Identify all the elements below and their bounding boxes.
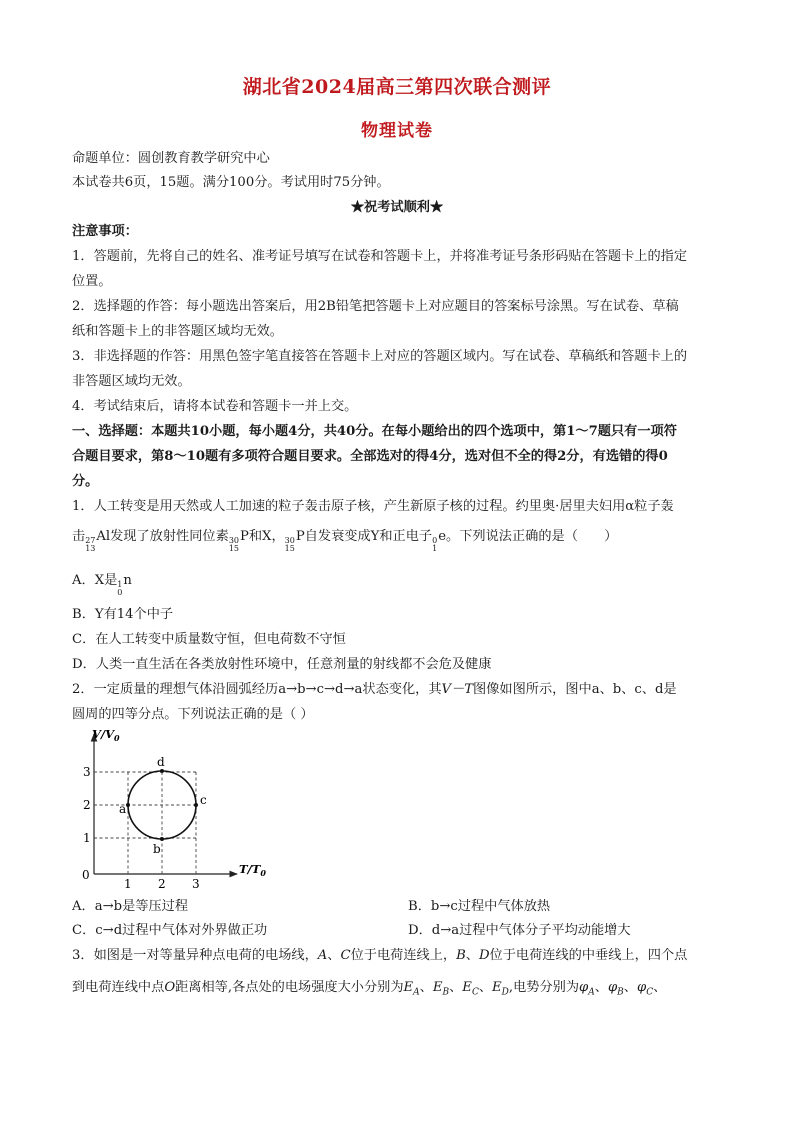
dun-3: 、 (478, 980, 493, 995)
section-1-line-1: 一、选择题：本题共10小题，每小题4分，共40分。在每小题给出的四个选项中，第1～7题只有一项符 (72, 424, 677, 439)
nuclide-p-2 (284, 529, 296, 553)
n-symbol: n (123, 573, 132, 588)
potential-a: φ (579, 980, 589, 995)
exam-info-line: 本试卷共6页，15题。满分100分。考试用时75分钟。 (72, 175, 390, 190)
q1-text-d: P自发衰变成Y和正电子 (295, 529, 433, 544)
section-1-line-3: 分。 (72, 474, 99, 489)
q2-option-a: A．a→b是等压过程 (72, 899, 189, 914)
n-mass-number: 1 (117, 580, 123, 589)
x-axis-label-sub: 0 (260, 868, 266, 878)
author-line: 命题单位：圆创教育教学研究中心 (72, 151, 270, 166)
notice-item-2-line-1: 2．选择题的作答：每小题选出答案后，用2B铅笔把答题卡上对应题目的答案标号涂黑。写在试卷、草稿 (72, 299, 679, 314)
q3-sep-2: 、 (465, 948, 479, 963)
q2-option-b: B．b→c过程中气体放热 (408, 899, 551, 914)
dun-1: 、 (419, 980, 433, 995)
section-1-line-2: 合题目要求，第8～10题有多项符合题目要求。全部选对的得4分，选对但不全的得2分，有选错的得0 (72, 449, 668, 464)
y-tick-3: 3 (83, 765, 91, 779)
al-mass-number: 27 (85, 536, 96, 545)
potential-b-sub: B (617, 987, 624, 998)
q3-text-a: 3．如图是一对等量异种点电荷的电场线， (72, 948, 318, 963)
subject-title: 物理试卷 (361, 121, 433, 141)
q2-text-b: 图像如图所示，图中a、b、c、d是 (473, 682, 677, 697)
n-atomic-number: 0 (117, 588, 123, 597)
x-tick-1: 1 (124, 877, 132, 891)
q3-text-c: 位于电荷连线的中垂线上，四个点 (489, 948, 688, 963)
x-axis-label: $T/T_0$ (239, 862, 266, 878)
al-atomic-number: 13 (85, 544, 96, 553)
origin-label: 0 (82, 868, 90, 882)
p2-atomic-number: 15 (284, 544, 295, 553)
q3-sep-1: 、 (327, 948, 341, 963)
nuclide-p-1 (228, 529, 249, 553)
y-axis-label: $V/V_0$ (92, 727, 120, 743)
point-d-label: d (157, 755, 165, 769)
q2-variable-vt: V－T (441, 682, 474, 697)
point-a-dot (126, 803, 130, 807)
q2-text-a: 2．一定质量的理想气体沿圆弧经历a→b→c→d→a状态变化，其 (72, 682, 442, 697)
q1-text-b: 发现了放射性同位素 (110, 529, 229, 544)
potential-c-sub: C (646, 987, 654, 998)
q3-point-d: D (478, 948, 490, 963)
point-a-label: a (119, 802, 127, 816)
p2-mass-number: 30 (284, 536, 295, 545)
q3-line-1 (72, 947, 732, 965)
q1-text-c: 和X， (248, 529, 285, 544)
blessing-line: ★祝考试顺利★ (350, 200, 444, 215)
field-eb-sub: B (442, 987, 450, 998)
q2-option-d: D．d→a过程中气体分子平均动能增大 (408, 923, 631, 938)
notice-item-3-line-2: 非答题区域均无效。 (72, 374, 191, 389)
potential-c: φ (636, 980, 647, 995)
q3-text-b: 位于电荷连线上， (350, 948, 457, 963)
x-tick-2: 2 (158, 877, 166, 891)
q3-point-a: A (317, 948, 328, 963)
q2-option-c: C．c→d过程中气体对外界做正功 (72, 923, 268, 938)
q1-text-e: 。下列说法正确的是（ ） (446, 529, 618, 544)
q1-option-a (72, 572, 732, 597)
notice-heading: 注意事项： (72, 224, 138, 239)
al-symbol: Al (96, 529, 111, 544)
dashed-grid (94, 772, 196, 874)
x-tick-3: 3 (192, 877, 200, 891)
point-b-dot (160, 837, 164, 841)
exam-title: 湖北省2024届高三第四次联合测评 (242, 76, 552, 98)
q1-option-c: C．在人工转变中质量数守恒，但电荷数不守恒 (72, 632, 346, 647)
q3-text-f: ,电势分别为 (508, 980, 580, 995)
q3-point-b: B (456, 948, 466, 963)
q1-option-b: B．Y有14个中子 (72, 607, 174, 622)
q2-line-2: 圆周的四等分点。下列说法正确的是（ ） (72, 707, 314, 722)
nuclide-al (85, 529, 111, 553)
p-mass-number: 30 (228, 536, 239, 545)
nuclide-neutron (117, 573, 132, 597)
p-atomic-number: 15 (228, 544, 239, 553)
nuclide-positron (432, 529, 447, 553)
notice-item-3-line-1: 3．非选择题的作答：用黑色签字笔直接答在答题卡上对应的答题区域内。写在试卷、草稿纸和答题卡上的 (72, 349, 688, 364)
y-axis-label-sub: 0 (114, 733, 120, 743)
field-ea-sub: A (413, 987, 420, 998)
field-ed: E (492, 980, 502, 995)
potential-b: φ (607, 980, 618, 995)
q3-line-2 (72, 979, 732, 1002)
q2-line-1 (72, 681, 732, 699)
field-eb: E (432, 980, 443, 995)
e-mass-number: 0 (432, 536, 438, 545)
point-c-label: c (200, 793, 207, 807)
q1-option-a-text: A．X是 (72, 573, 118, 588)
p-symbol: P (240, 529, 249, 544)
vt-graph (72, 722, 282, 892)
notice-item-2-line-2: 纸和答题卡上的非答题区域均无效。 (72, 324, 283, 339)
q3-point-c: C (340, 948, 351, 963)
potential-a-sub: A (588, 987, 595, 998)
q1-text-a: 击 (72, 529, 86, 544)
dun-6: 、 (653, 980, 667, 995)
e-symbol: e (438, 529, 447, 544)
notice-item-1-line-1: 1．答题前，先将自己的姓名、准考证号填写在试卷和答题卡上，并将准考证号条形码贴在答题卡上的指定 (72, 249, 688, 264)
e-charge-number: 1 (432, 544, 438, 553)
field-ea: E (403, 980, 414, 995)
q3-text-d: 到电荷连线中点 (72, 980, 165, 995)
point-c-dot (194, 803, 198, 807)
field-ed-sub: D (501, 987, 509, 998)
field-ec-sub: C (471, 987, 479, 998)
point-b-label: b (153, 842, 161, 856)
notice-item-4: 4．考试结束后，请将本试卷和答题卡一并上交。 (72, 399, 358, 414)
q1-line-2 (72, 528, 732, 553)
y-tick-1: 1 (83, 831, 91, 845)
dun-2: 、 (449, 980, 463, 995)
notice-item-1-line-2: 位置。 (72, 274, 112, 289)
q3-text-e: 距离相等,各点处的电场强度大小分别为 (175, 980, 404, 995)
q1-line-1: 1．人工转变是用天然或人工加速的粒子轰击原子核，产生新原子核的过程。约里奥·居里夫妇用α粒子轰 (72, 499, 674, 514)
dun-4: 、 (594, 980, 608, 995)
q3-point-o: O (164, 980, 176, 995)
field-ec: E (462, 980, 472, 995)
point-d-dot (160, 769, 164, 773)
dun-5: 、 (623, 980, 637, 995)
q1-option-d: D．人类一直生活在各类放射性环境中，任意剂量的射线都不会危及健康 (72, 657, 492, 672)
y-tick-2: 2 (83, 798, 91, 812)
